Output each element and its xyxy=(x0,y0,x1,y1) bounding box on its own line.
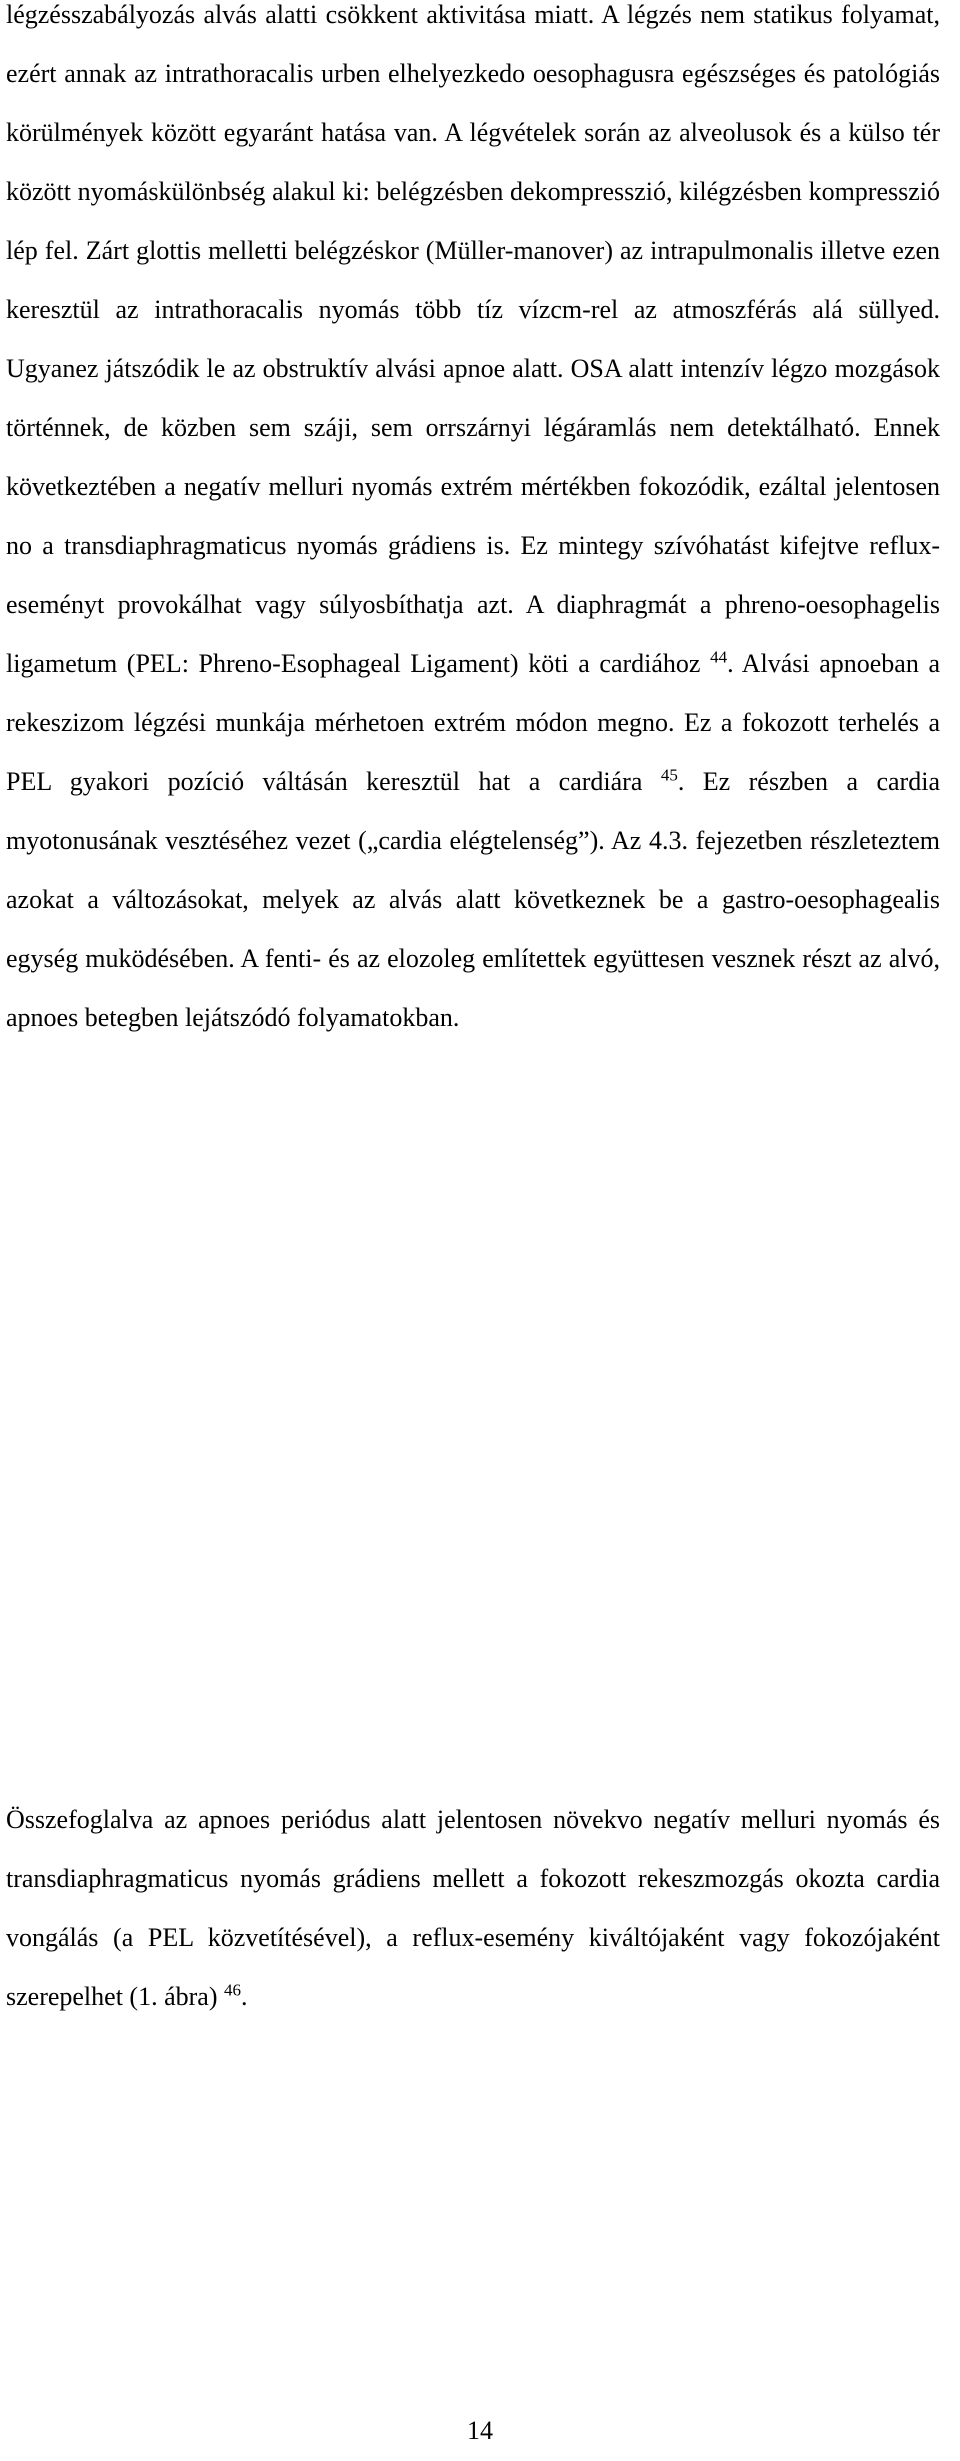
paragraph-text-run: . xyxy=(240,1982,248,2011)
body-paragraph-1 xyxy=(6,0,940,1047)
paragraph-text-run: légzésszabályozás alvás alatti csökkent aktivitása miatt. A légzés nem statikus folyamat, ezért annak az intrathoracalis urben elhelyezkedo oesophagusra egészséges és patológiás körülmények között egyaránt hatása van. A légvételek során az alveolusok és a külso tér között nyomáskülönbség alakul ki: belégzésben dekompresszió, kilégzésben kompresszió lép fel. Zárt glottis melletti belégzéskor (Müller-manover) az intrapulmonalis illetve ezen keresztül az intrathoracalis nyomás több tíz vízcm-rel az atmoszférás alá süllyed. Ugyanez játszódik le az obstruktív alvási apnoe alatt. OSA alatt intenzív légzo mozgások történnek, de közben sem száji, sem orrszárnyi légáramlás nem detektálható. Ennek következtében a negatív melluri nyomás extrém mértékben fokozódik, ezáltal jelentosen no a transdiaphragmaticus nyomás grádiens is. Ez mintegy szívóhatást kifejtve reflux-eseményt provokálhat vagy súlyosbíthatja azt. A diaphragmát a phreno-oesophagelis ligametum (PEL: Phreno-Esophageal Ligament) köti a cardiához xyxy=(6,0,940,678)
footnote-reference: 46 xyxy=(223,1980,241,2000)
paragraph-text-run: . Ez részben a cardia myotonusának vesztéséhez vezet („cardia elégtelenség”). Az 4.3. fejezetben részleteztem azokat a változásokat, melyek az alvás alatt következnek be a gastro-oesophagealis egység muködésében. A fenti- és az elozoleg említettek együttesen vesznek részt az alvó, apnoes betegben lejátszódó folyamatokban. xyxy=(6,767,940,1032)
page-number: 14 xyxy=(467,2416,493,2445)
paragraph-text xyxy=(6,1790,940,2026)
paragraph-text xyxy=(6,0,940,1047)
footnote-reference: 45 xyxy=(660,765,678,785)
body-paragraph-2 xyxy=(6,1790,940,2026)
footnote-reference: 44 xyxy=(710,647,728,667)
paragraph-text-run: . Alvási apnoeban a rekeszizom légzési munkája mérhetoen extrém módon megno. Ez a fokozott terhelés a PEL gyakori pozíció váltásán keresztül hat a cardiára xyxy=(6,649,940,796)
paragraph-text-run: Összefoglalva az apnoes periódus alatt jelentosen növekvo negatív melluri nyomás és transdiaphragmaticus nyomás grádiens mellett a fokozott rekeszmozgás okozta cardia vongálás (a PEL közvetítésével), a reflux-esemény kiváltójaként vagy fokozójaként szerepelhet (1. ábra) xyxy=(6,1805,940,2011)
